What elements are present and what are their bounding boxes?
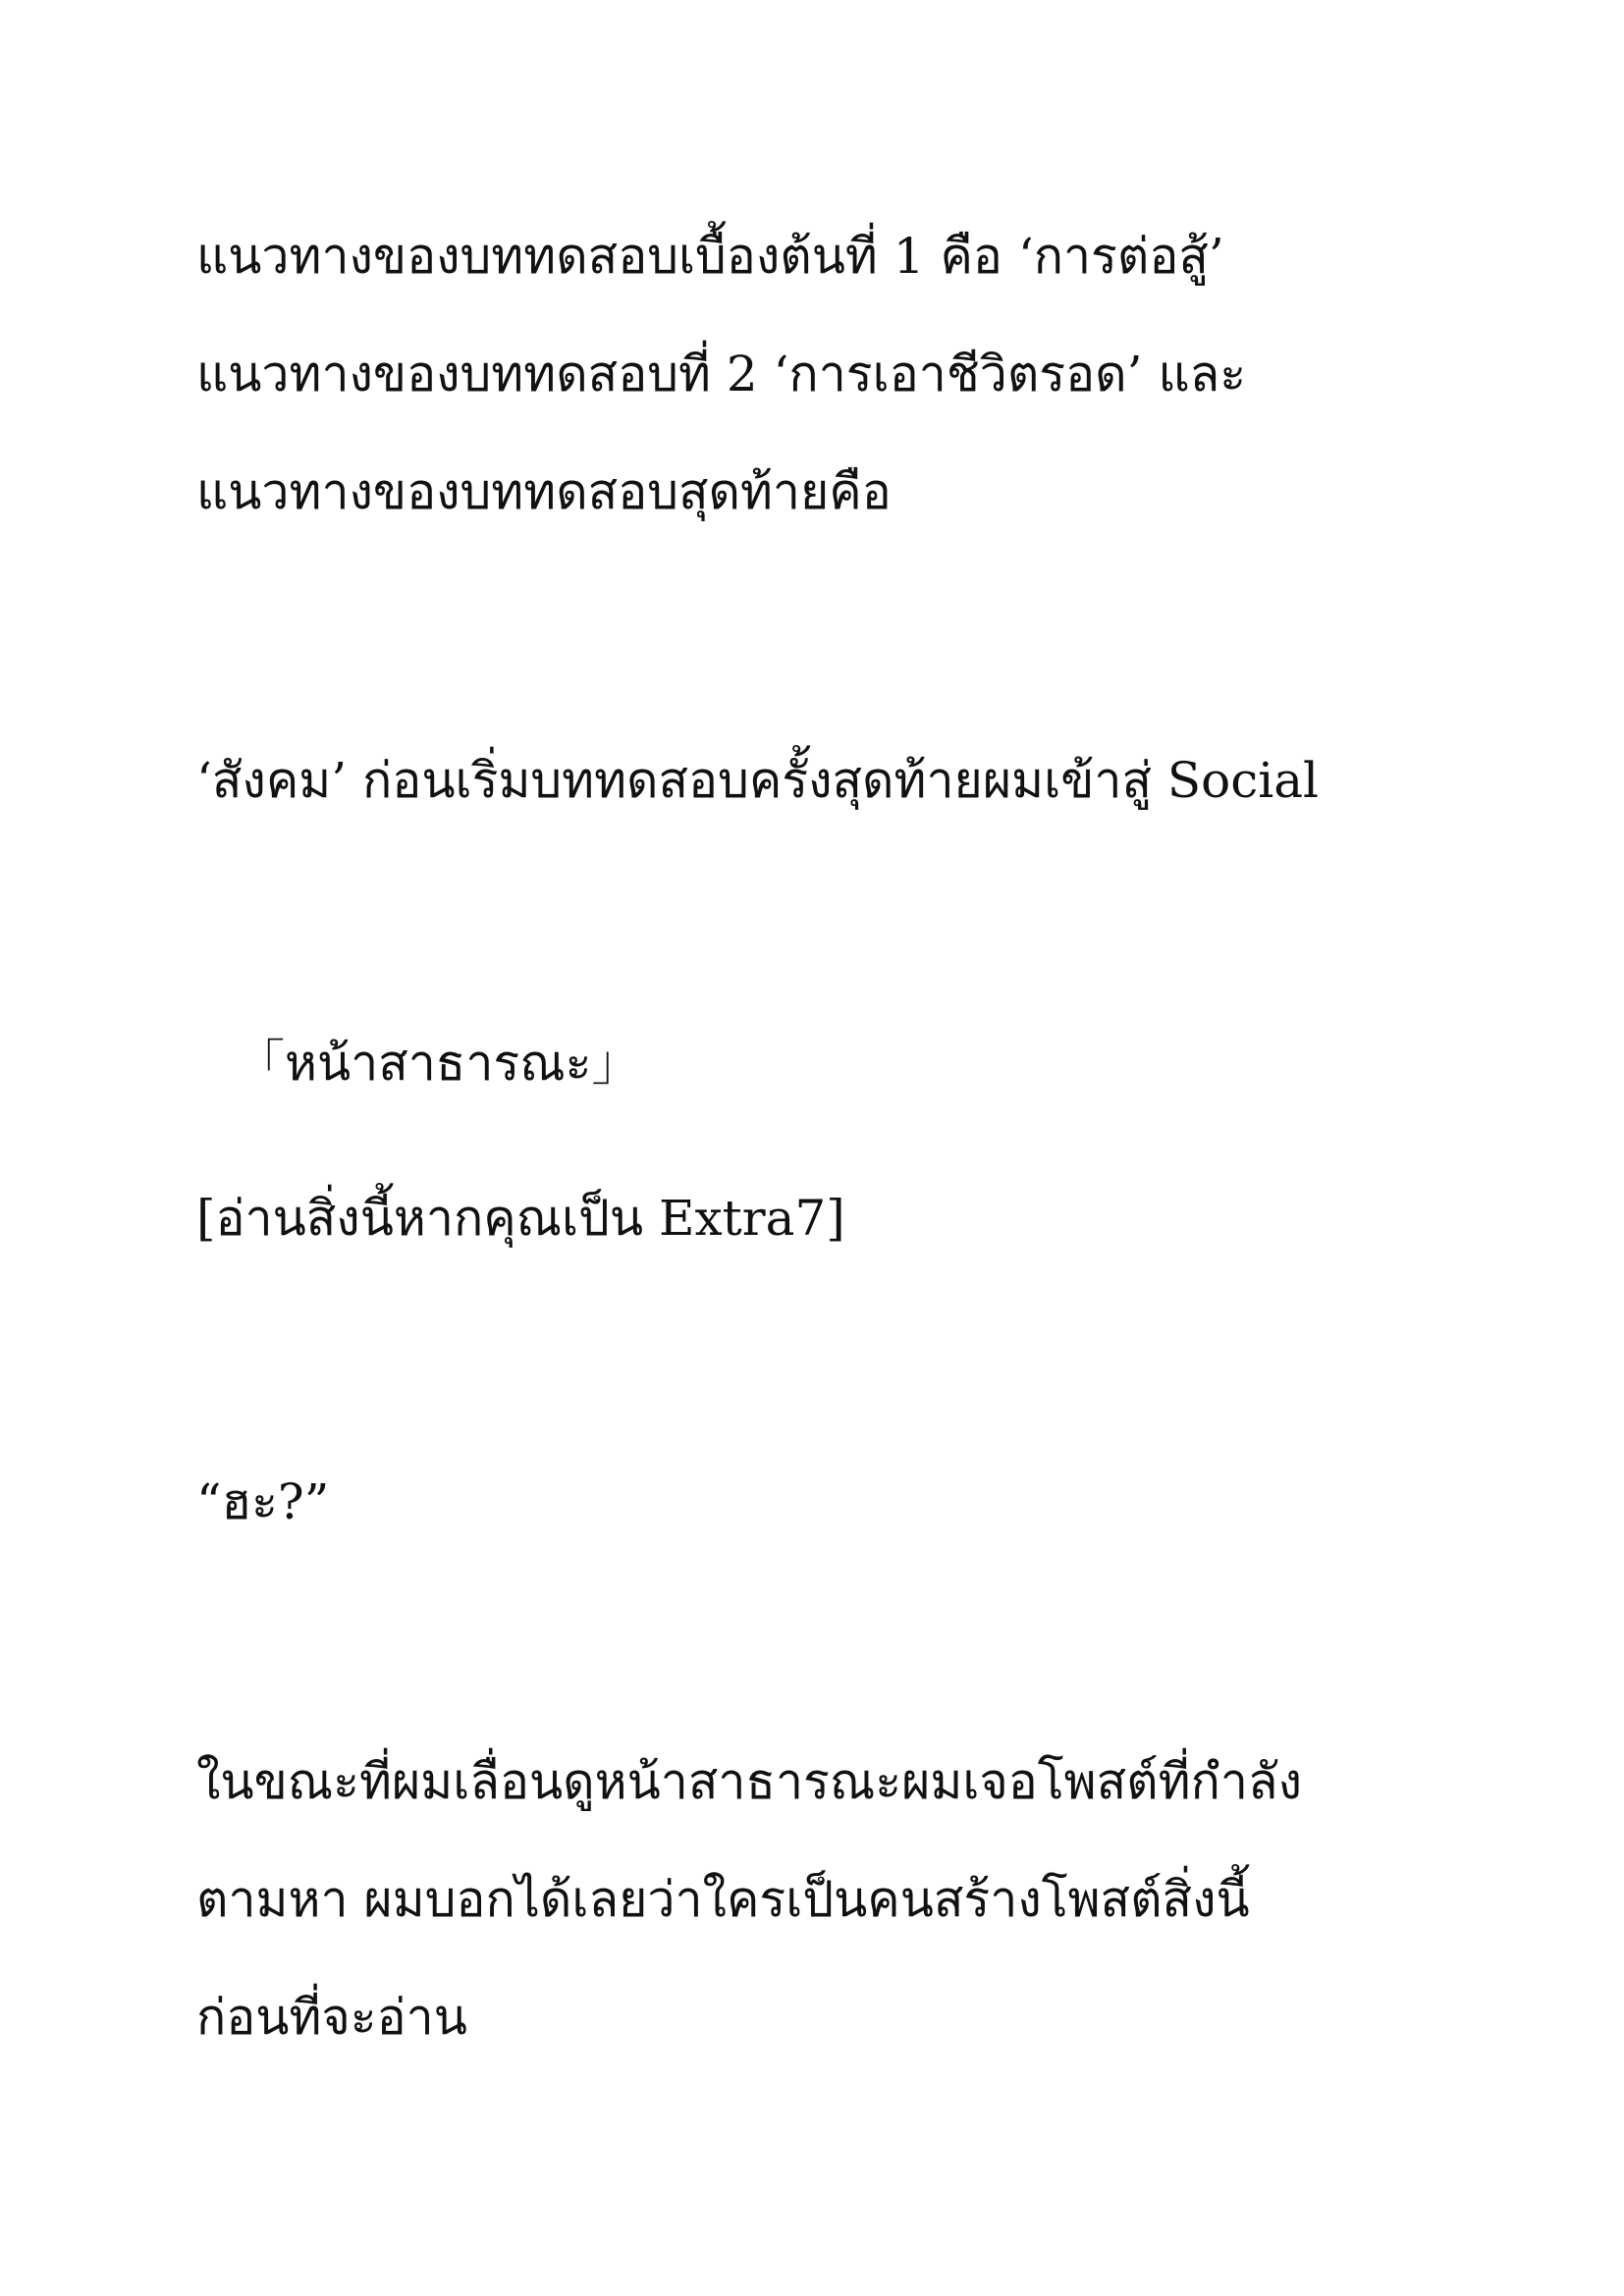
paragraph-1-line-2: แนวทางของบททดสอบที่ 2 ‘การเอาชีวิตรอด’ และ — [196, 346, 1247, 402]
paragraph-3-line-1: ในขณะที่ผมเลื่อนดูหน้าสาธารณะผมเจอโพสต์ที่กำลัง — [196, 1753, 1302, 1810]
paragraph-3-line-3: ก่อนที่จะอ่าน — [196, 1989, 467, 2046]
paragraph-2: ‘สังคม’ ก่อนเริ่มบททดสอบครั้งสุดท้ายผมเข้าสู่ Social — [196, 752, 1320, 809]
paragraph-1-line-1: แนวทางของบททดสอบเบื้องต้นที่ 1 คือ ‘การต่อสู้’ — [196, 228, 1224, 285]
paragraph-3-line-2: ตามหา ผมบอกได้เลยว่าใครเป็นคนสร้างโพสต์สิ่งนี้ — [196, 1871, 1250, 1928]
section-heading: 「หน้าสาธารณะ」 — [236, 1035, 641, 1092]
paragraph-1-line-3: แนวทางของบททดสอบสุดท้ายคือ — [196, 463, 892, 520]
dialogue-line: “ฮะ?” — [196, 1473, 330, 1530]
post-title: [อ่านสิ่งนี้หากคุณเป็น Extra7] — [196, 1190, 845, 1247]
